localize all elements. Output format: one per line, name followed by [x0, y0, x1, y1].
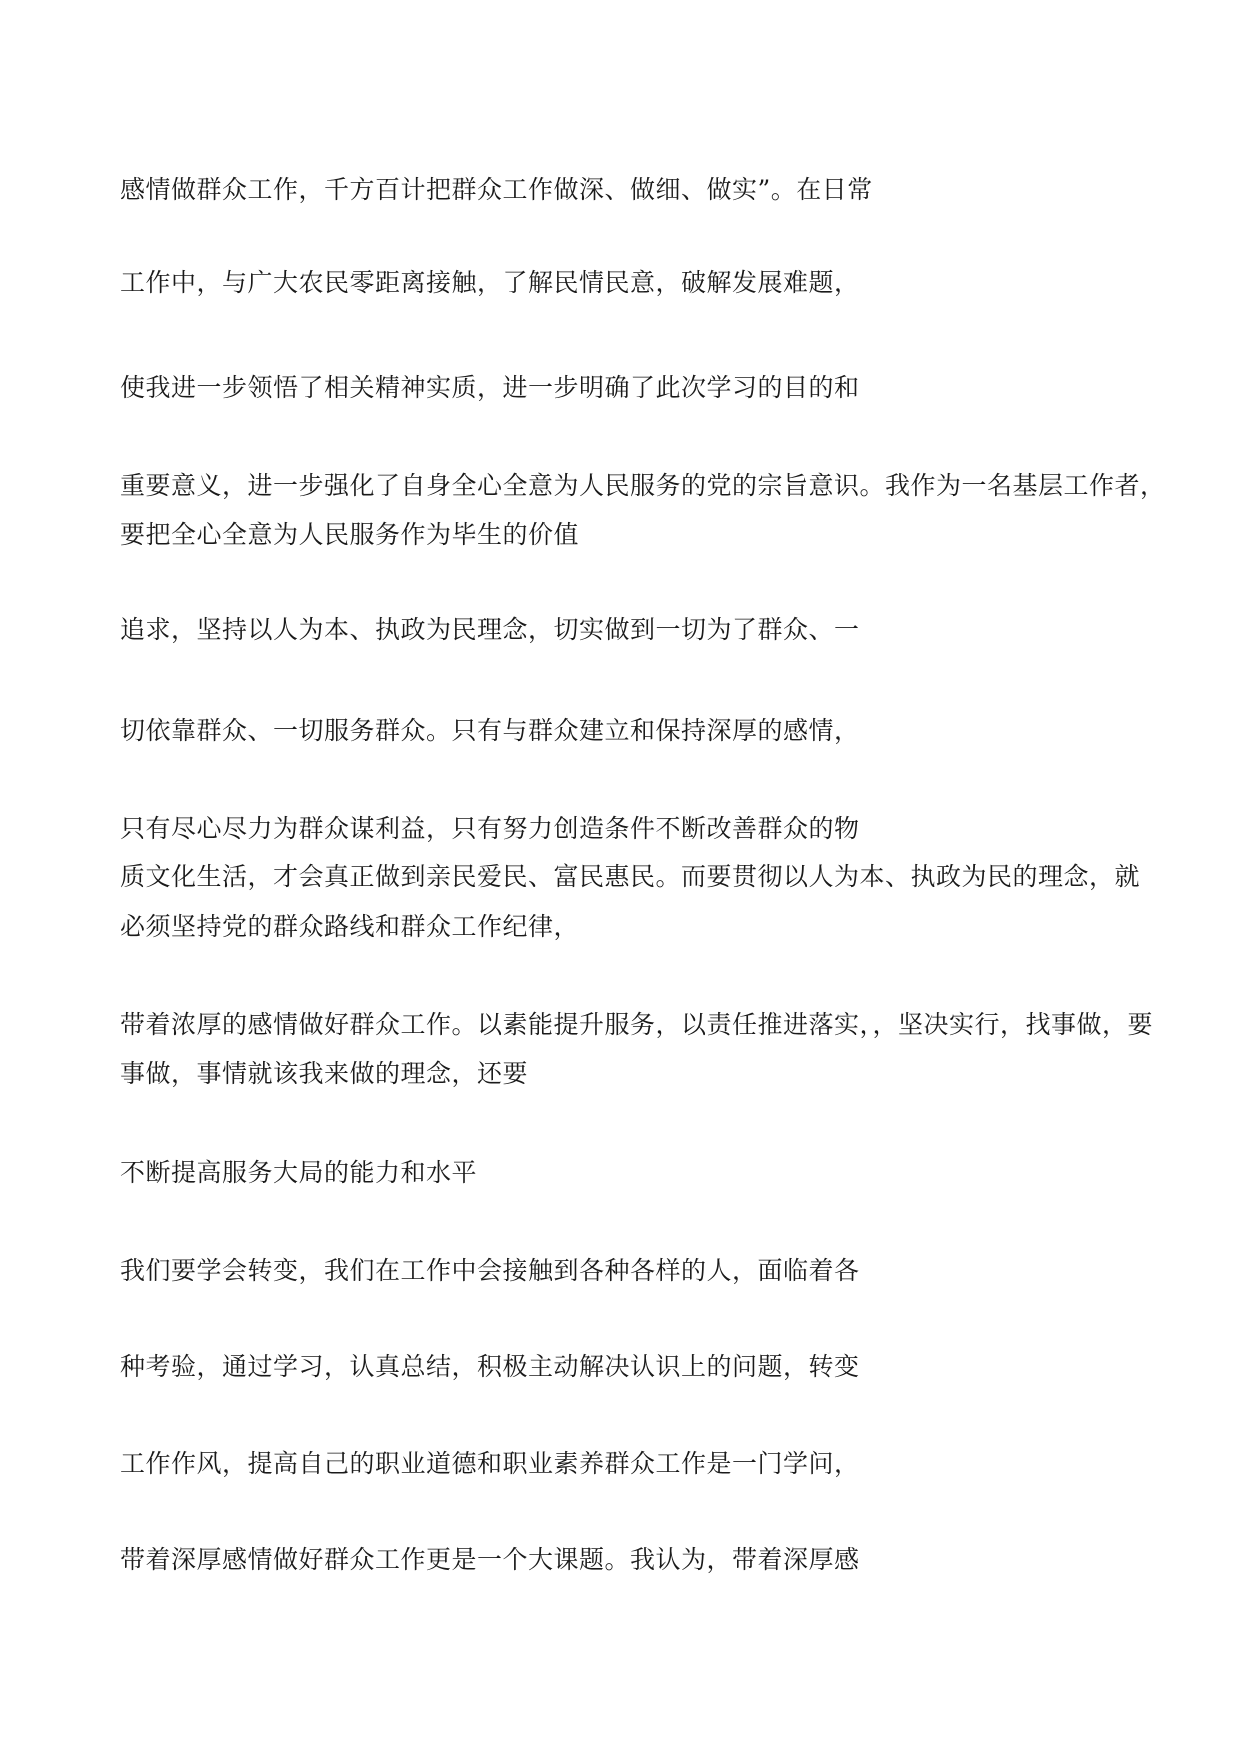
- text-line: 只有尽心尽力为群众谋利益，只有努力创造条件不断改善群众的物: [120, 814, 860, 843]
- text-line: 种考验，通过学习，认真总结，积极主动解决认识上的问题，转变: [120, 1352, 860, 1381]
- text-line: 事做，事情就该我来做的理念，还要: [120, 1059, 529, 1088]
- text-line: 感情做群众工作，千方百计把群众工作做深、做细、做实”。在日常: [120, 175, 873, 204]
- text-line: 要把全心全意为人民服务作为毕生的价值: [120, 520, 580, 549]
- text-line: 带着深厚感情做好群众工作更是一个大课题。我认为，带着深厚感: [120, 1545, 860, 1574]
- text-line: 我们要学会转变，我们在工作中会接触到各种各样的人，面临着各: [120, 1256, 860, 1285]
- text-line: 切依靠群众、一切服务群众。只有与群众建立和保持深厚的感情，: [120, 716, 860, 745]
- text-line: 追求，坚持以人为本、执政为民理念，切实做到一切为了群众、一: [120, 615, 860, 644]
- text-line: 带着浓厚的感情做好群众工作。以素能提升服务，以责任推进落实，，坚决实行，找事做，要: [120, 1010, 1154, 1039]
- text-line: 重要意义，进一步强化了自身全心全意为人民服务的党的宗旨意识。我作为一名基层工作者，: [120, 471, 1166, 500]
- text-line: 使我进一步领悟了相关精神实质，进一步明确了此次学习的目的和: [120, 373, 860, 402]
- text-line: 不断提高服务大局的能力和水平: [120, 1158, 478, 1187]
- text-line: 质文化生活，才会真正做到亲民爱民、富民惠民。而要贯彻以人为本、执政为民的理念，就: [120, 862, 1141, 891]
- text-line: 工作中，与广大农民零距离接触，了解民情民意，破解发展难题，: [120, 268, 860, 297]
- text-line: 必须坚持党的群众路线和群众工作纪律，: [120, 912, 580, 941]
- text-line: 工作作风，提高自己的职业道德和职业素养群众工作是一门学问，: [120, 1449, 860, 1478]
